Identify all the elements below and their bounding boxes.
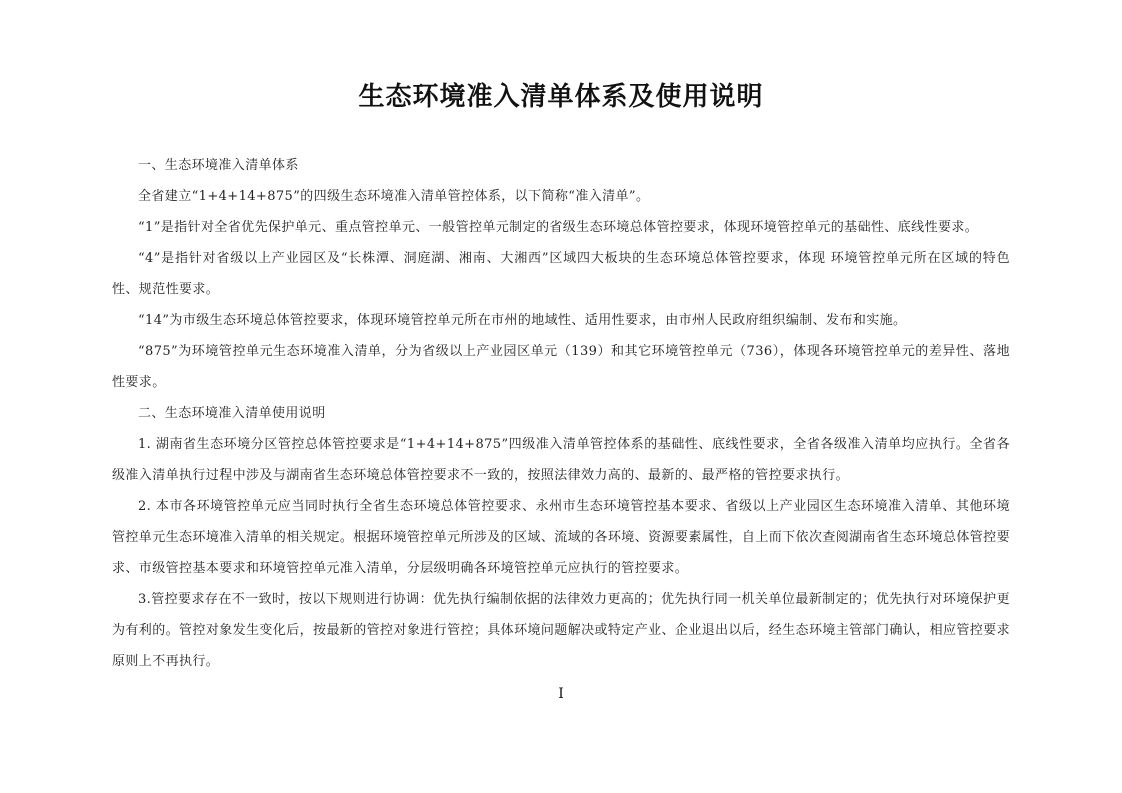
section-heading-2: 二、生态环境准入清单使用说明: [138, 406, 326, 421]
paragraph: “4”是指针对省级以上产业园区及“长株潭、洞庭湖、湘南、大湘西”区域四大板块的生态环境总体管控要求，体现 环境管控单元所在区域的特色性、规范性要求。: [112, 251, 1010, 297]
paragraph: 全省建立“1+4+14+875”的四级生态环境准入清单管控体系，以下简称“准入清单”。: [138, 189, 650, 204]
paragraph: 3.管控要求存在不一致时，按以下规则进行协调：优先执行编制依据的法律效力更高的；优先执行同一机关单位最新制定的；优先执行对环境保护更为有利的。管控对象发生变化后，按最新的管控对象进行管控；具体环境问题解决或特定产业、企业退出以后，经生态环境主管部门确认，相应管控要求原则上不再执行。: [112, 592, 1010, 669]
section-heading-1: 一、生态环境准入清单体系: [138, 158, 299, 173]
document-body: [112, 150, 1010, 677]
paragraph: “875”为环境管控单元生态环境准入清单，分为省级以上产业园区单元（139）和其它环境管控单元（736），体现各环境管控单元的差异性、落地性要求。: [112, 344, 1010, 390]
document-title: 生态环境准入清单体系及使用说明: [358, 82, 764, 112]
paragraph: 2. 本市各环境管控单元应当同时执行全省生态环境总体管控要求、永州市生态环境管控基本要求、省级以上产业园区生态环境准入清单、其他环境管控单元生态环境准入清单的相关规定。根据环境管控单元所涉及的区域、流域的各环境、资源要素属性，自上而下依次查阅湖南省生态环境总体管控要求、市级管控基本要求和环境管控单元准入清单，分层级明确各环境管控单元应执行的管控要求。: [112, 499, 1010, 576]
paragraph: 1. 湖南省生态环境分区管控总体管控要求是“1+4+14+875”四级准入清单管控体系的基础性、底线性要求，全省各级准入清单均应执行。全省各级准入清单执行过程中涉及与湖南省生态环境总体管控要求不一致的，按照法律效力高的、最新的、最严格的管控要求执行。: [112, 437, 1010, 483]
paragraph: “1”是指针对全省优先保护单元、重点管控单元、一般管控单元制定的省级生态环境总体管控要求，体现环境管控单元的基础性、底线性要求。: [138, 220, 979, 235]
page-number: I: [558, 686, 564, 702]
paragraph: “14”为市级生态环境总体管控要求，体现环境管控单元所在市州的地域性、适用性要求，由市州人民政府组织编制、发布和实施。: [138, 313, 907, 328]
